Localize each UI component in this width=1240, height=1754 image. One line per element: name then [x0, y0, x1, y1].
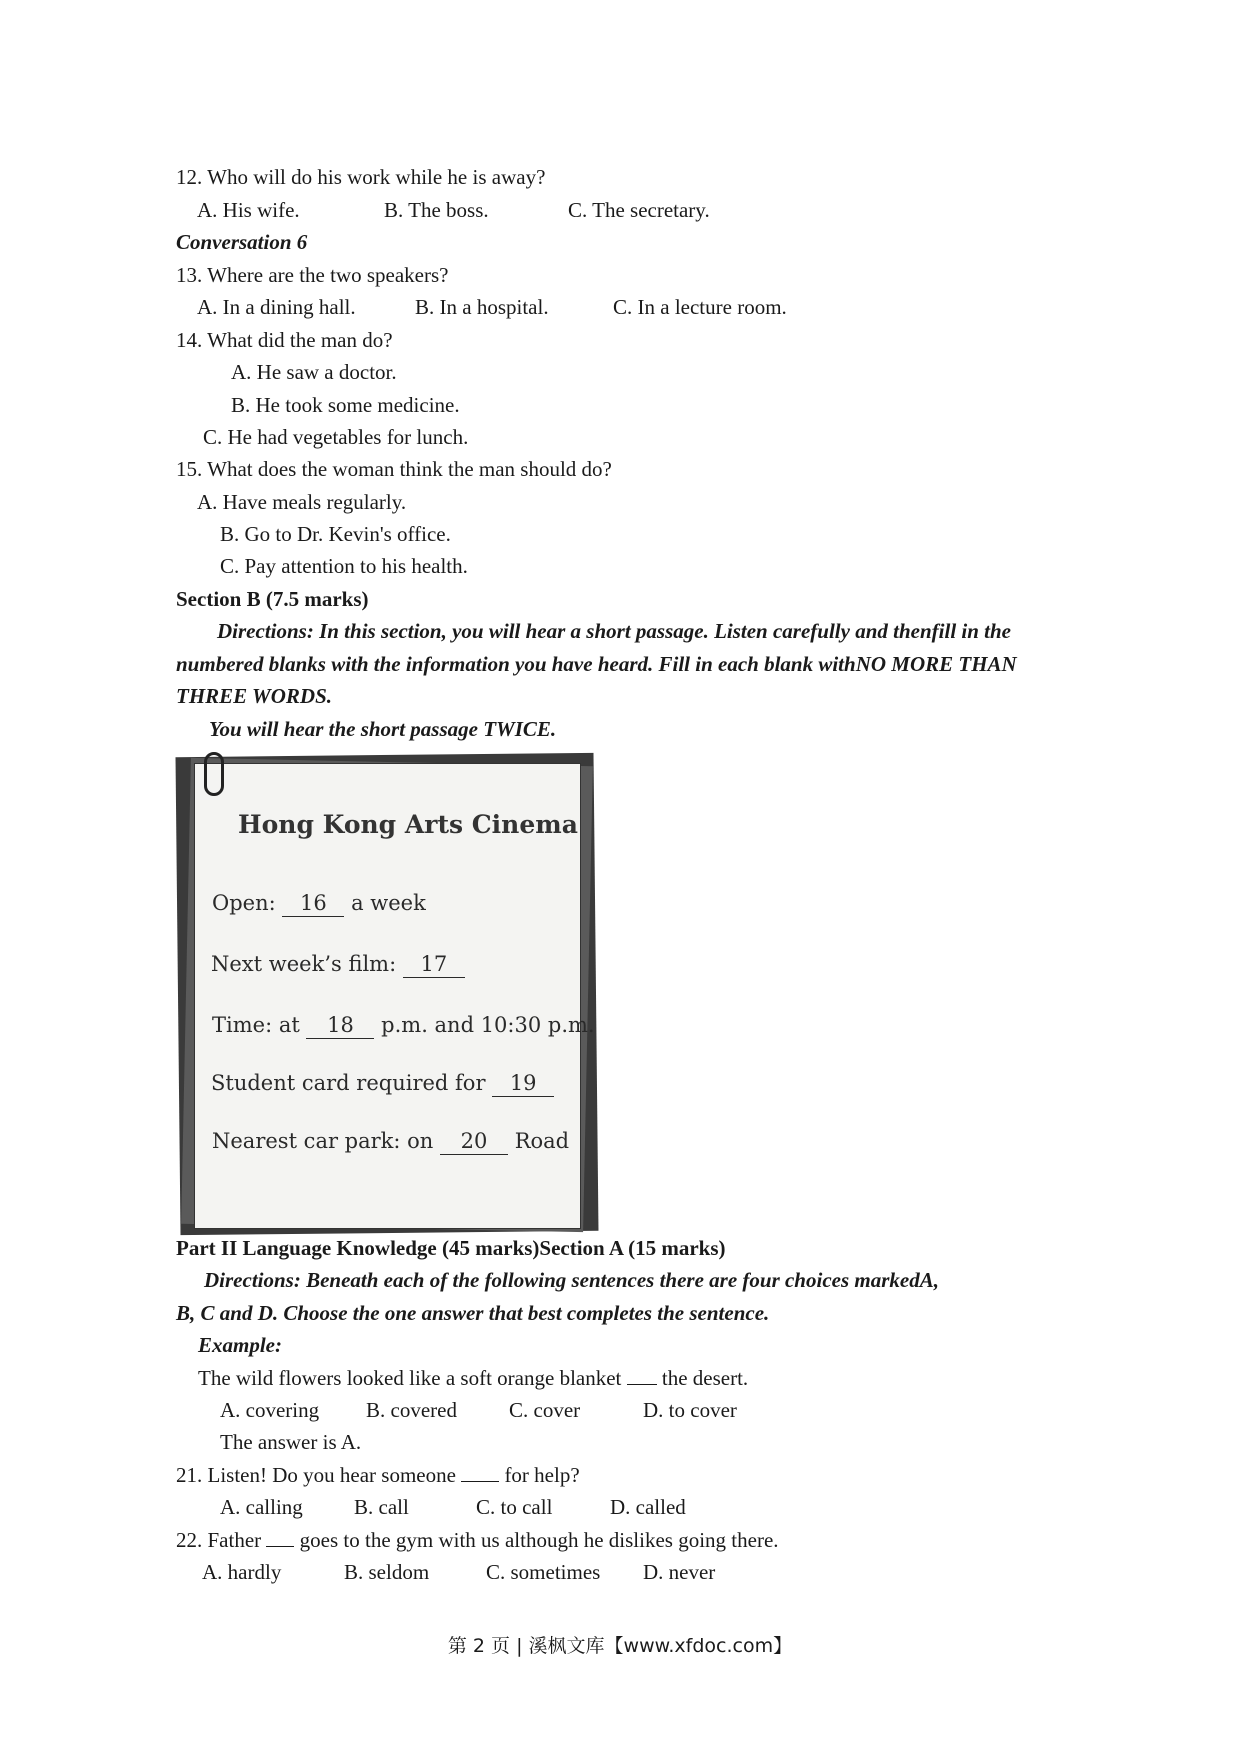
section-b-directions-2: numbered blanks with the information you have heard. Fill in each blank withNO MORE THAN — [176, 652, 1017, 676]
q22-start: 22. Father — [176, 1528, 262, 1552]
notice-park-after: Road — [514, 1129, 570, 1153]
notice-time-line — [212, 1012, 595, 1039]
question-15: 15. What does the woman think the man should do? — [176, 457, 612, 481]
q21-option-b: B. call — [354, 1495, 409, 1519]
conversation-6-heading: Conversation 6 — [176, 230, 308, 254]
example-blank — [627, 1366, 657, 1385]
blank-18: 18 — [306, 1012, 374, 1039]
question-12: 12. Who will do his work while he is away? — [176, 165, 546, 189]
q13-option-b: B. In a hospital. — [415, 295, 549, 319]
example-answer: The answer is A. — [220, 1430, 362, 1454]
notice-card-line — [211, 1070, 554, 1097]
q14-option-a: A. He saw a doctor. — [231, 360, 397, 384]
example-option-c: C. cover — [509, 1398, 581, 1422]
part-2-directions-2: B, C and D. Choose the one answer that best completes the sentence. — [176, 1301, 770, 1325]
q22-end: goes to the gym with us although he dislikes going there. — [299, 1528, 779, 1552]
example-option-a: A. covering — [220, 1398, 320, 1422]
notice-park-line — [212, 1128, 569, 1155]
section-b-heading: Section B (7.5 marks) — [176, 587, 369, 611]
question-13: 13. Where are the two speakers? — [176, 263, 449, 287]
notice-open-label: Open: — [212, 891, 276, 915]
part-2-heading: Part II Language Knowledge (45 marks)Section A (15 marks) — [176, 1236, 726, 1260]
blank-16: 16 — [282, 890, 344, 917]
example-sentence-end: the desert. — [661, 1366, 749, 1390]
q21-end: for help? — [504, 1463, 580, 1487]
q12-option-b: B. The boss. — [384, 198, 489, 222]
q21-option-a: A. calling — [220, 1495, 303, 1519]
q21-blank — [461, 1463, 499, 1482]
q14-option-b: B. He took some medicine. — [231, 393, 460, 417]
q22-option-c: C. sometimes — [486, 1560, 601, 1584]
notice-open-line — [212, 890, 426, 917]
notice-open-after: a week — [351, 891, 426, 915]
example-sentence — [198, 1365, 748, 1391]
section-b-directions-1: Directions: In this section, you will hear a short passage. Listen carefully and thenfill in the — [217, 619, 1012, 643]
blank-17: 17 — [403, 951, 465, 978]
q22-blank — [266, 1528, 294, 1547]
notice-card-label: Student card required for — [211, 1071, 486, 1095]
q21-start: 21. Listen! Do you hear someone — [176, 1463, 456, 1487]
question-21 — [176, 1462, 580, 1488]
q12-option-a: A. His wife. — [197, 198, 300, 222]
q12-option-c: C. The secretary. — [568, 198, 710, 222]
q15-option-c: C. Pay attention to his health. — [220, 554, 468, 578]
q15-option-a: A. Have meals regularly. — [197, 490, 407, 514]
q14-option-c: C. He had vegetables for lunch. — [203, 425, 469, 449]
q22-option-a: A. hardly — [202, 1560, 282, 1584]
notice-film-line — [211, 951, 465, 978]
page-footer: 第 2 页 | 溪枫文库【www.xfdoc.com】 — [447, 1635, 793, 1657]
q15-option-b: B. Go to Dr. Kevin's office. — [220, 522, 451, 546]
q21-option-c: C. to call — [476, 1495, 553, 1519]
notice-time-label: Time: at — [212, 1013, 300, 1037]
q13-option-c: C. In a lecture room. — [613, 295, 787, 319]
example-sentence-start: The wild flowers looked like a soft orange blanket — [198, 1366, 622, 1390]
blank-20: 20 — [440, 1128, 508, 1155]
part-2-directions-1: Directions: Beneath each of the following sentences there are four choices markedA, — [204, 1268, 939, 1292]
section-b-directions-3: THREE WORDS. — [176, 684, 332, 708]
q13-option-a: A. In a dining hall. — [197, 295, 356, 319]
q22-option-d: D. never — [643, 1560, 716, 1584]
question-22 — [176, 1527, 779, 1553]
question-14: 14. What did the man do? — [176, 328, 393, 352]
example-option-d: D. to cover — [643, 1398, 737, 1422]
example-label: Example: — [198, 1333, 282, 1357]
q22-option-b: B. seldom — [344, 1560, 430, 1584]
notice-park-label: Nearest car park: on — [212, 1129, 434, 1153]
paperclip-icon — [204, 752, 224, 796]
q21-option-d: D. called — [610, 1495, 686, 1519]
blank-19: 19 — [492, 1070, 554, 1097]
section-b-directions-4: You will hear the short passage TWICE. — [209, 717, 557, 741]
notice-film-label: Next week’s film: — [211, 952, 397, 976]
notice-title: Hong Kong Arts Cinema — [238, 810, 578, 839]
notice-time-after: p.m. and 10:30 p.m. — [381, 1013, 595, 1037]
example-option-b: B. covered — [366, 1398, 457, 1422]
